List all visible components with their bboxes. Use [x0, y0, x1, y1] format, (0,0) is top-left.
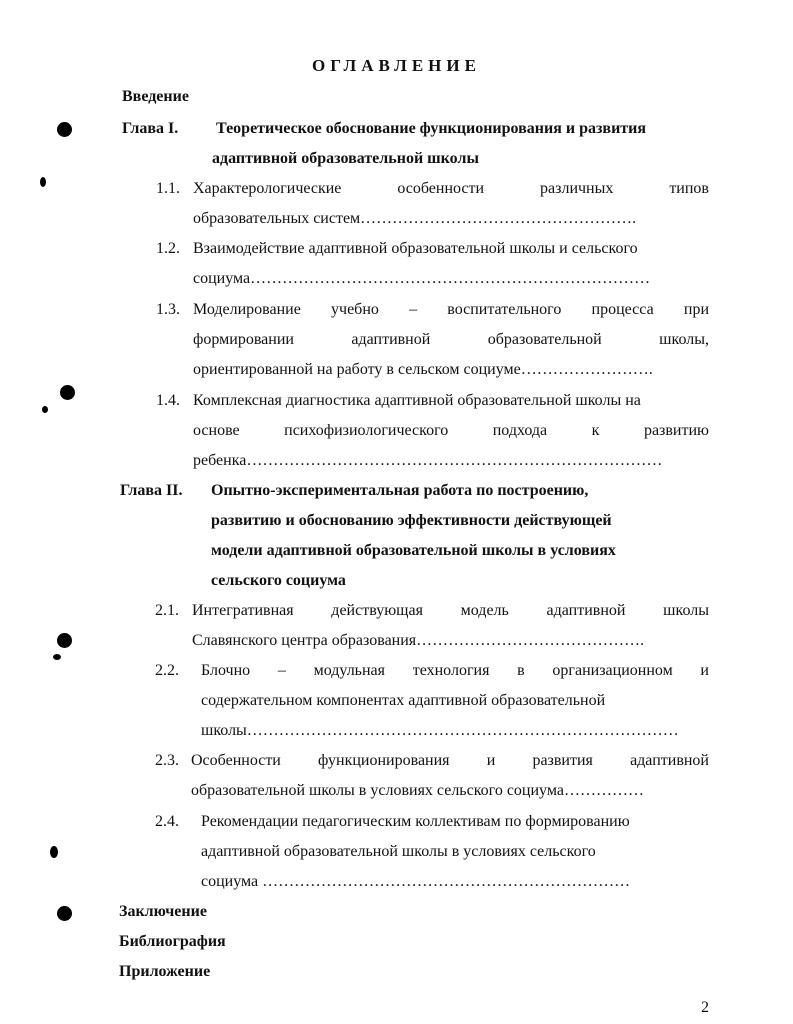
page-number: 2	[701, 999, 709, 1016]
section-2-3-line-1	[191, 752, 709, 770]
word: адаптивной	[546, 602, 626, 619]
word: развития	[532, 752, 593, 769]
chapter-1-title-line-1: Теоретическое обоснование функционирования и развития	[216, 120, 647, 137]
word: –	[277, 662, 286, 679]
word: организационном	[552, 662, 673, 679]
section-1-3-line-1	[193, 301, 709, 319]
scan-speck-mark	[40, 177, 46, 187]
word: адаптивной	[351, 331, 431, 348]
scan-speck-mark	[53, 654, 61, 660]
word: процесса	[591, 301, 654, 318]
section-number: 2.2.	[155, 662, 179, 679]
section-1-3-line-2	[193, 331, 709, 349]
word: модульная	[313, 662, 385, 679]
word: технология	[412, 662, 490, 679]
word: функционирования	[318, 752, 450, 769]
scan-speck-mark	[42, 406, 48, 413]
toc-appendix: Приложение	[119, 963, 211, 980]
punch-hole-mark	[57, 633, 72, 648]
toc-introduction: Введение	[122, 88, 189, 105]
word: –	[409, 301, 418, 318]
section-number: 1.1.	[156, 180, 180, 197]
word: различных	[540, 180, 614, 197]
chapter-2-label: Глава II.	[120, 482, 183, 499]
word: к	[591, 422, 600, 439]
section-number: 2.3.	[155, 752, 179, 769]
scan-speck-mark	[50, 846, 58, 858]
word: образовательной	[487, 331, 602, 348]
section-1-1-line-2: образовательных систем…………………………………………….	[193, 210, 637, 227]
word: Особенности	[191, 752, 281, 769]
section-2-4-line-1: Рекомендации педагогическим коллективам по формированию	[201, 813, 630, 830]
chapter-2-title-line-2: развитию и обоснованию эффективности действующей	[211, 512, 612, 529]
section-1-2-line-2: социума…………………………………………………………………	[193, 270, 651, 287]
word: подхода	[492, 422, 548, 439]
section-1-3-line-3: ориентированной на работу в сельском социуме…………………….	[193, 361, 653, 378]
word: Блочно	[201, 662, 251, 679]
chapter-2-title-line-3: модели адаптивной образовательной школы в условиях	[211, 542, 616, 559]
section-number: 2.1.	[155, 602, 179, 619]
word: психофизиологического	[284, 422, 449, 439]
word: и	[700, 662, 709, 679]
section-2-3-line-2: образовательной школы в условиях сельского социума……………	[191, 782, 644, 799]
word: развитию	[643, 422, 709, 439]
section-1-4-line-1: Комплексная диагностика адаптивной образовательной школы на	[193, 392, 641, 409]
word: адаптивной	[630, 752, 709, 769]
section-1-1-line-1	[193, 180, 709, 198]
word: при	[683, 301, 709, 318]
word: типов	[669, 180, 709, 197]
section-1-4-line-2	[193, 422, 709, 440]
punch-hole-mark	[60, 385, 75, 400]
section-2-1-line-1	[192, 602, 709, 620]
chapter-1-title-line-2: адаптивной образовательной школы	[212, 150, 479, 167]
section-number: 1.4.	[156, 392, 180, 409]
word: в	[517, 662, 525, 679]
section-2-4-line-2: адаптивной образовательной школы в условиях сельского	[201, 843, 596, 860]
punch-hole-mark	[57, 122, 72, 137]
toc-title: ОГЛАВЛЕНИЕ	[312, 56, 481, 75]
section-2-2-line-3: школы………………………………………………………………………	[201, 722, 679, 739]
word: школы	[663, 602, 709, 619]
section-1-4-line-3: ребенка……………………………………………………………………	[193, 452, 663, 469]
word: Характерологические	[193, 180, 342, 197]
section-1-2-line-1: Взаимодействие адаптивной образовательной школы и сельского	[193, 240, 638, 257]
word: учебно	[331, 301, 379, 318]
word: воспитательного	[447, 301, 562, 318]
chapter-1-label: Глава I.	[122, 120, 179, 137]
word: действующая	[331, 602, 423, 619]
section-2-2-line-1	[201, 662, 709, 680]
word: школы,	[659, 331, 709, 348]
word: основе	[193, 422, 240, 439]
punch-hole-mark	[57, 906, 72, 921]
chapter-2-title-line-4: сельского социума	[211, 572, 346, 589]
toc-bibliography: Библиография	[119, 933, 226, 950]
section-number: 1.3.	[156, 301, 180, 318]
word: Моделирование	[193, 301, 301, 318]
word: модель	[460, 602, 509, 619]
section-2-2-line-2: содержательном компонентах адаптивной образовательной	[201, 692, 606, 709]
chapter-2-title-line-1: Опытно-экспериментальная работа по построению,	[211, 482, 589, 499]
section-2-1-line-2: Славянского центра образования…………………………………….	[192, 632, 645, 649]
section-2-4-line-3: социума ……………………………………………………………	[201, 873, 631, 890]
toc-conclusion: Заключение	[119, 903, 207, 920]
word: Интегративная	[192, 602, 294, 619]
word: особенности	[397, 180, 485, 197]
word: формировании	[193, 331, 294, 348]
word: и	[486, 752, 496, 769]
section-number: 1.2.	[156, 240, 180, 257]
section-number: 2.4.	[155, 813, 179, 830]
